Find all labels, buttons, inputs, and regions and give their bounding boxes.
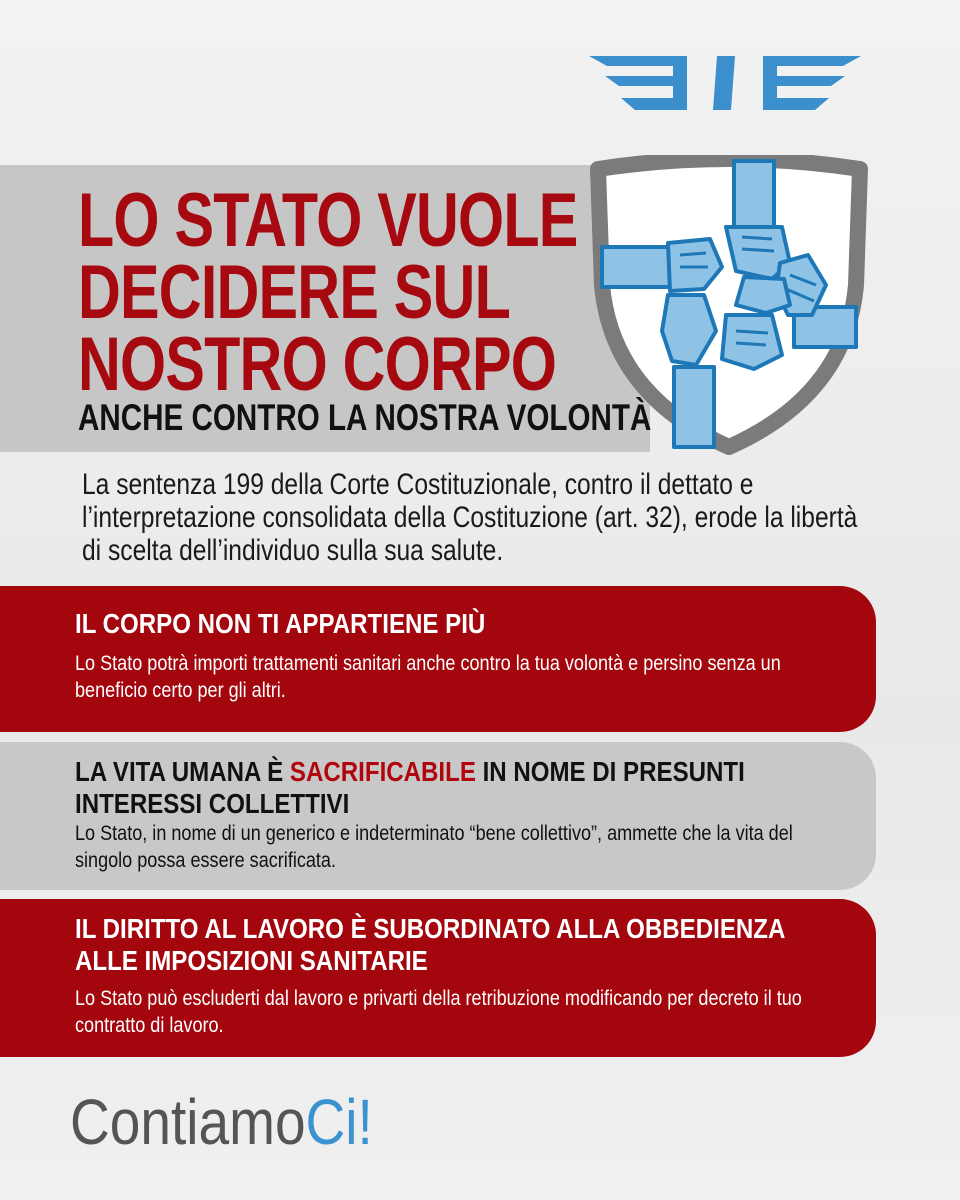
subheadline: ANCHE CONTRO LA NOSTRA VOLONTÀ (78, 397, 652, 438)
card-title-line-2: ALLE IMPOSIZIONI SANITARIE (75, 945, 428, 976)
card-title-line-2: INTERESSI COLLETTIVI (75, 788, 350, 819)
wings-emblem-icon (585, 52, 865, 114)
card-title-highlight: SACRIFICABILE (289, 756, 476, 787)
card-title-part: IN NOME DI PRESUNTI (475, 756, 745, 787)
joined-hands-shield-icon (576, 155, 882, 455)
card-text: Lo Stato, in nome di un generico e indeterminato “bene collettivo”, ammette che la vita del singolo possa essere sacrificata. (75, 822, 793, 872)
headline-line-1: LO STATO VUOLE (78, 178, 578, 263)
headline (78, 178, 578, 407)
card-title-part: LA VITA UMANA È (75, 756, 290, 787)
intro-paragraph: La sentenza 199 della Corte Costituzionale, contro il dettato e l’interpretazione consolidata della Costituzione (art. 32), erode la libertà di scelta dell’individuo sulla sua salute. (82, 468, 858, 567)
card-title-line-1: IL DIRITTO AL LAVORO È SUBORDINATO ALLA OBBEDIENZA (75, 913, 786, 944)
card-title (75, 756, 745, 820)
card-text: Lo Stato può escluderti dal lavoro e privarti della retribuzione modificando per decreto il tuo contratto di lavoro. (75, 987, 802, 1037)
brand-wordmark (70, 1082, 373, 1162)
headline-line-2: DECIDERE SUL (78, 250, 510, 335)
card-life-sacrificable (0, 742, 876, 890)
headline-line-3: NOSTRO CORPO (78, 322, 557, 407)
card-title (75, 913, 785, 977)
card-body-not-yours (0, 586, 876, 732)
brand-accent: Ci! (305, 1086, 373, 1158)
card-text: Lo Stato potrà importi trattamenti sanitari anche contro la tua volontà e persino senza un beneficio certo per gli altri. (75, 652, 781, 702)
card-work-right (0, 899, 876, 1057)
brand-main: Contiamo (70, 1086, 306, 1158)
card-title: IL CORPO NON TI APPARTIENE PIÙ (75, 608, 486, 639)
